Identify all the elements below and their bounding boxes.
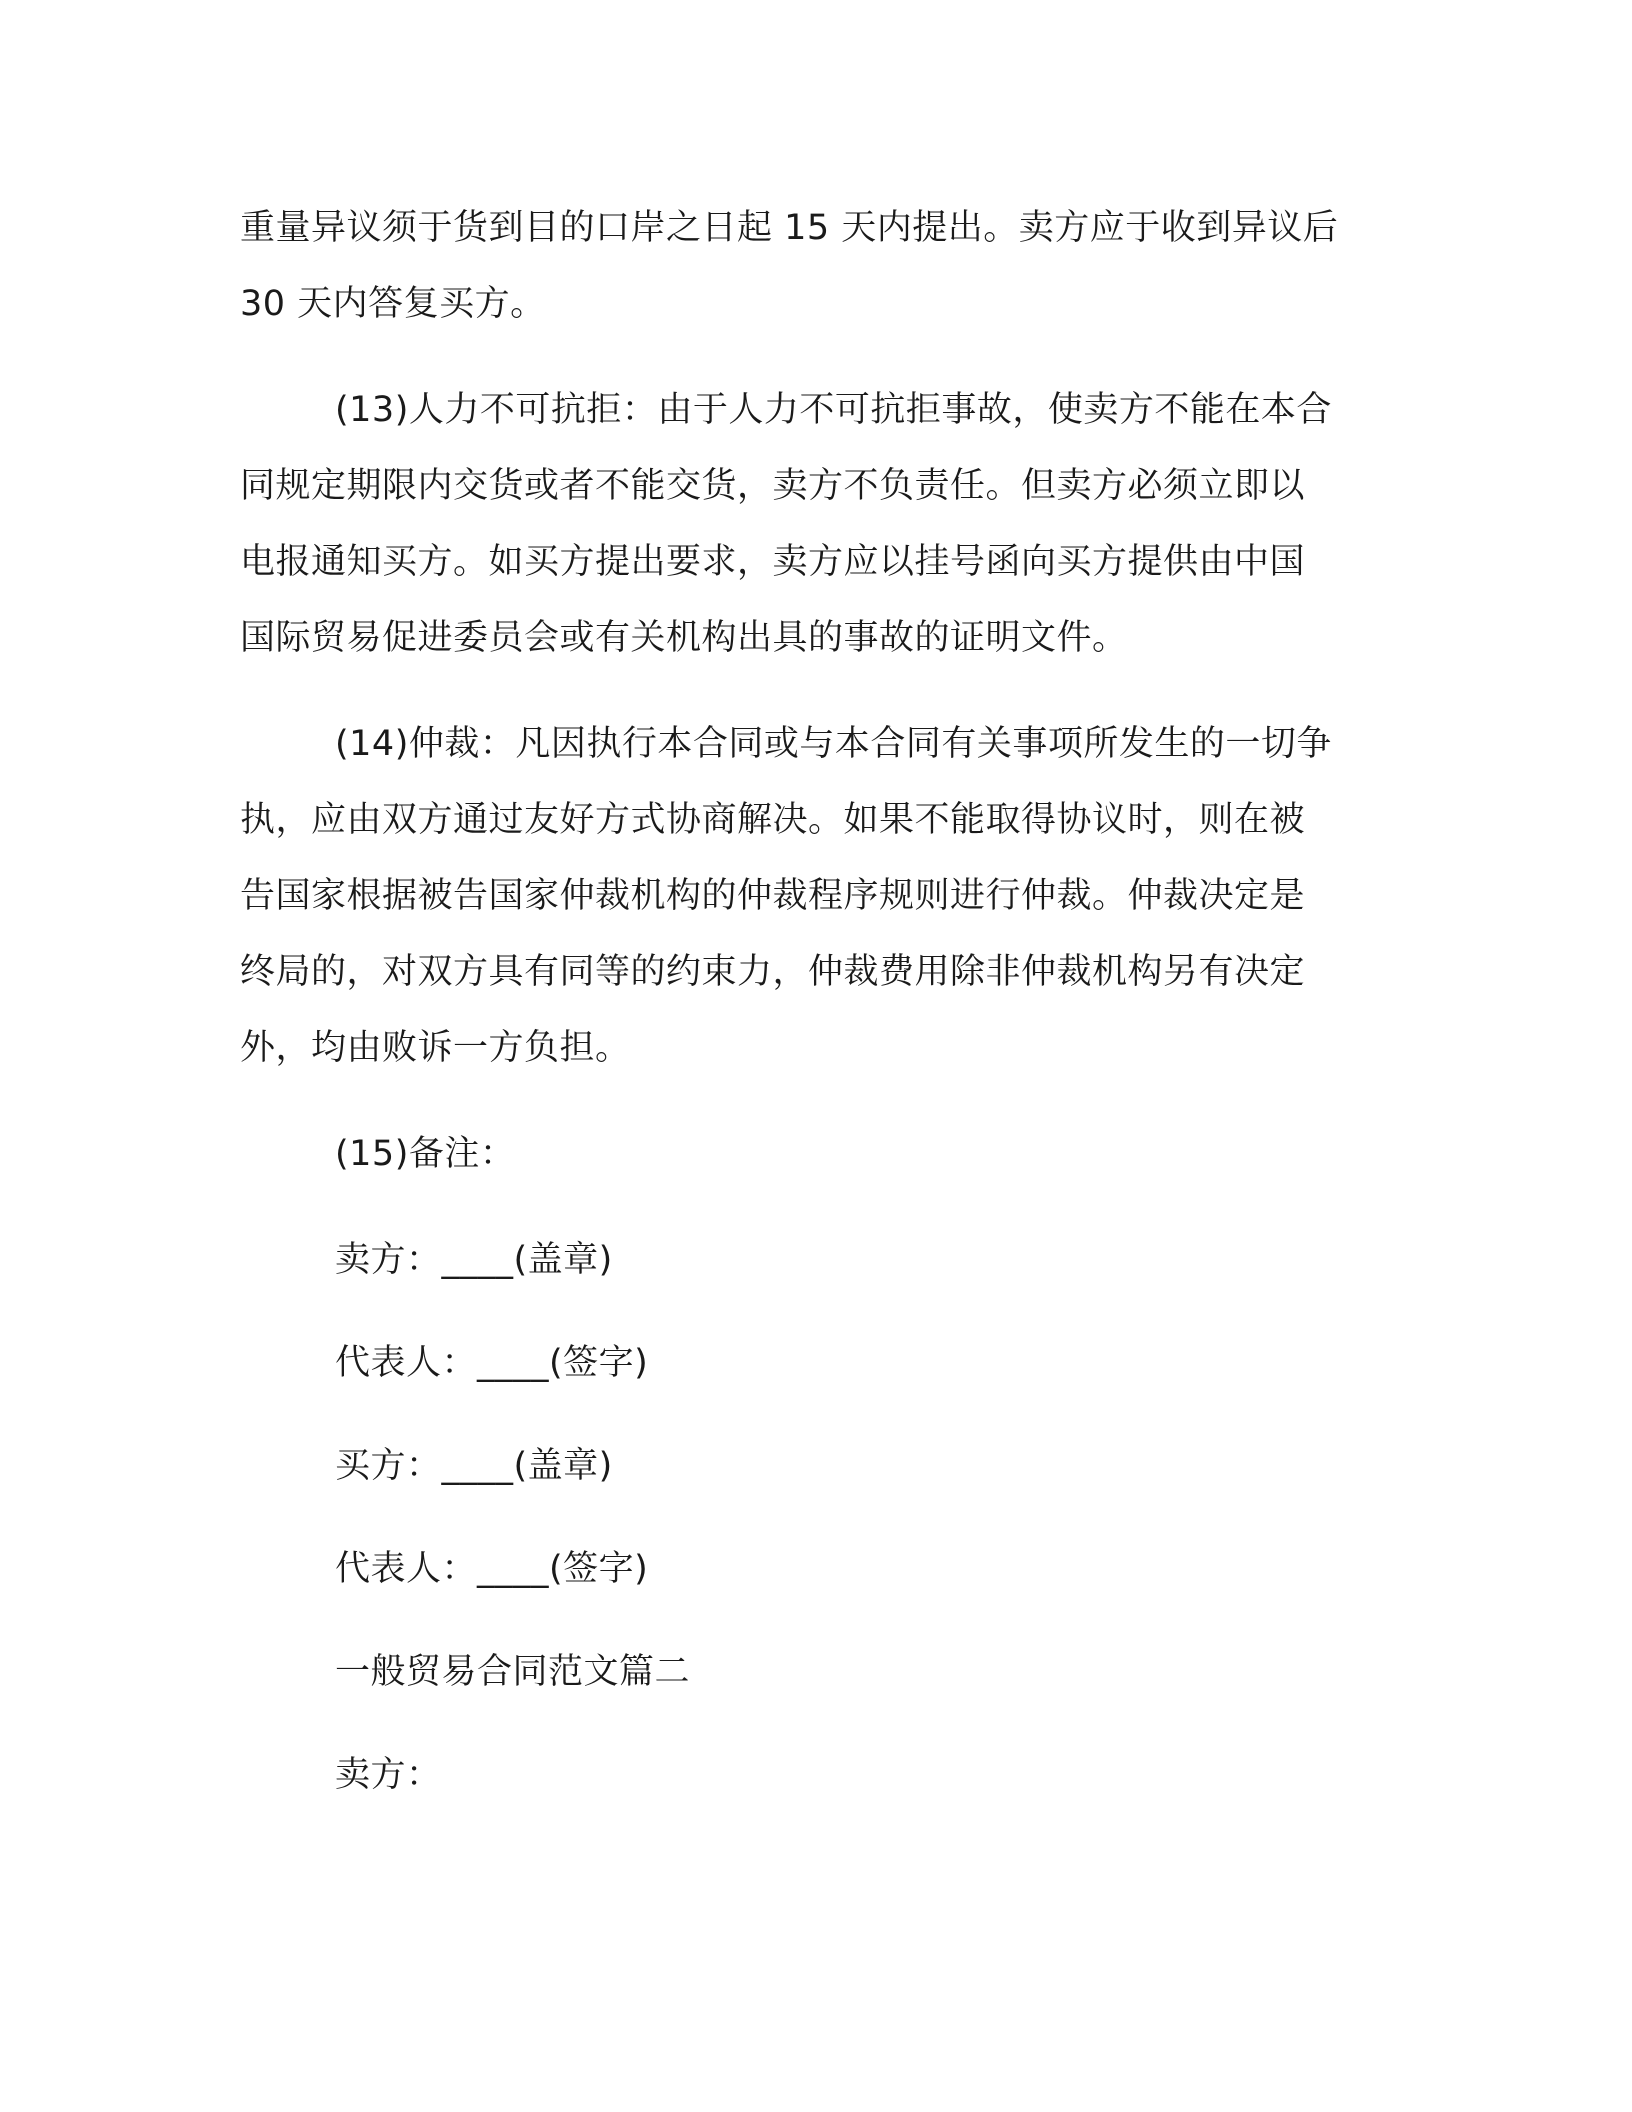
text-line: 同规定期限内交货或者不能交货，卖方不负责任。但卖方必须立即以: [240, 466, 1306, 506]
paragraph-force-majeure: [240, 372, 1390, 676]
seller-representative-line: 代表人：____(签字): [335, 1343, 649, 1383]
text-line: 国际贸易促进委员会或有关机构出具的事故的证明文件。: [240, 618, 1128, 658]
text-line: (13)人力不可抗拒：由于人力不可抗拒事故，使卖方不能在本合: [335, 390, 1332, 430]
seller-signature-line: 卖方：____(盖章): [335, 1240, 613, 1280]
text-line: 外，均由败诉一方负担。: [240, 1028, 631, 1068]
paragraph-arbitration: [240, 706, 1390, 1086]
buyer-representative-line: 代表人：____(签字): [335, 1549, 649, 1589]
seller-label: 卖方：: [335, 1755, 442, 1795]
paragraph-weight-objection: [240, 190, 1390, 342]
buyer-signature-line: 买方：____(盖章): [335, 1446, 613, 1486]
section-title: 一般贸易合同范文篇二: [335, 1652, 691, 1692]
text-line: 终局的，对双方具有同等的约束力，仲裁费用除非仲裁机构另有决定: [240, 952, 1306, 992]
document-body: [240, 190, 1390, 1813]
text-line: 告国家根据被告国家仲裁机构的仲裁程序规则进行仲裁。仲裁决定是: [240, 876, 1306, 916]
paragraph-remarks: (15)备注：: [335, 1134, 516, 1174]
text-line: 电报通知买方。如买方提出要求，卖方应以挂号函向买方提供由中国: [240, 542, 1306, 582]
text-line: 重量异议须于货到目的口岸之日起 15 天内提出。卖方应于收到异议后: [240, 208, 1339, 248]
text-line: 30 天内答复买方。: [240, 284, 546, 324]
text-line: (14)仲裁：凡因执行本合同或与本合同有关事项所发生的一切争: [335, 724, 1332, 764]
text-line: 执，应由双方通过友好方式协商解决。如果不能取得协议时，则在被: [240, 800, 1306, 840]
